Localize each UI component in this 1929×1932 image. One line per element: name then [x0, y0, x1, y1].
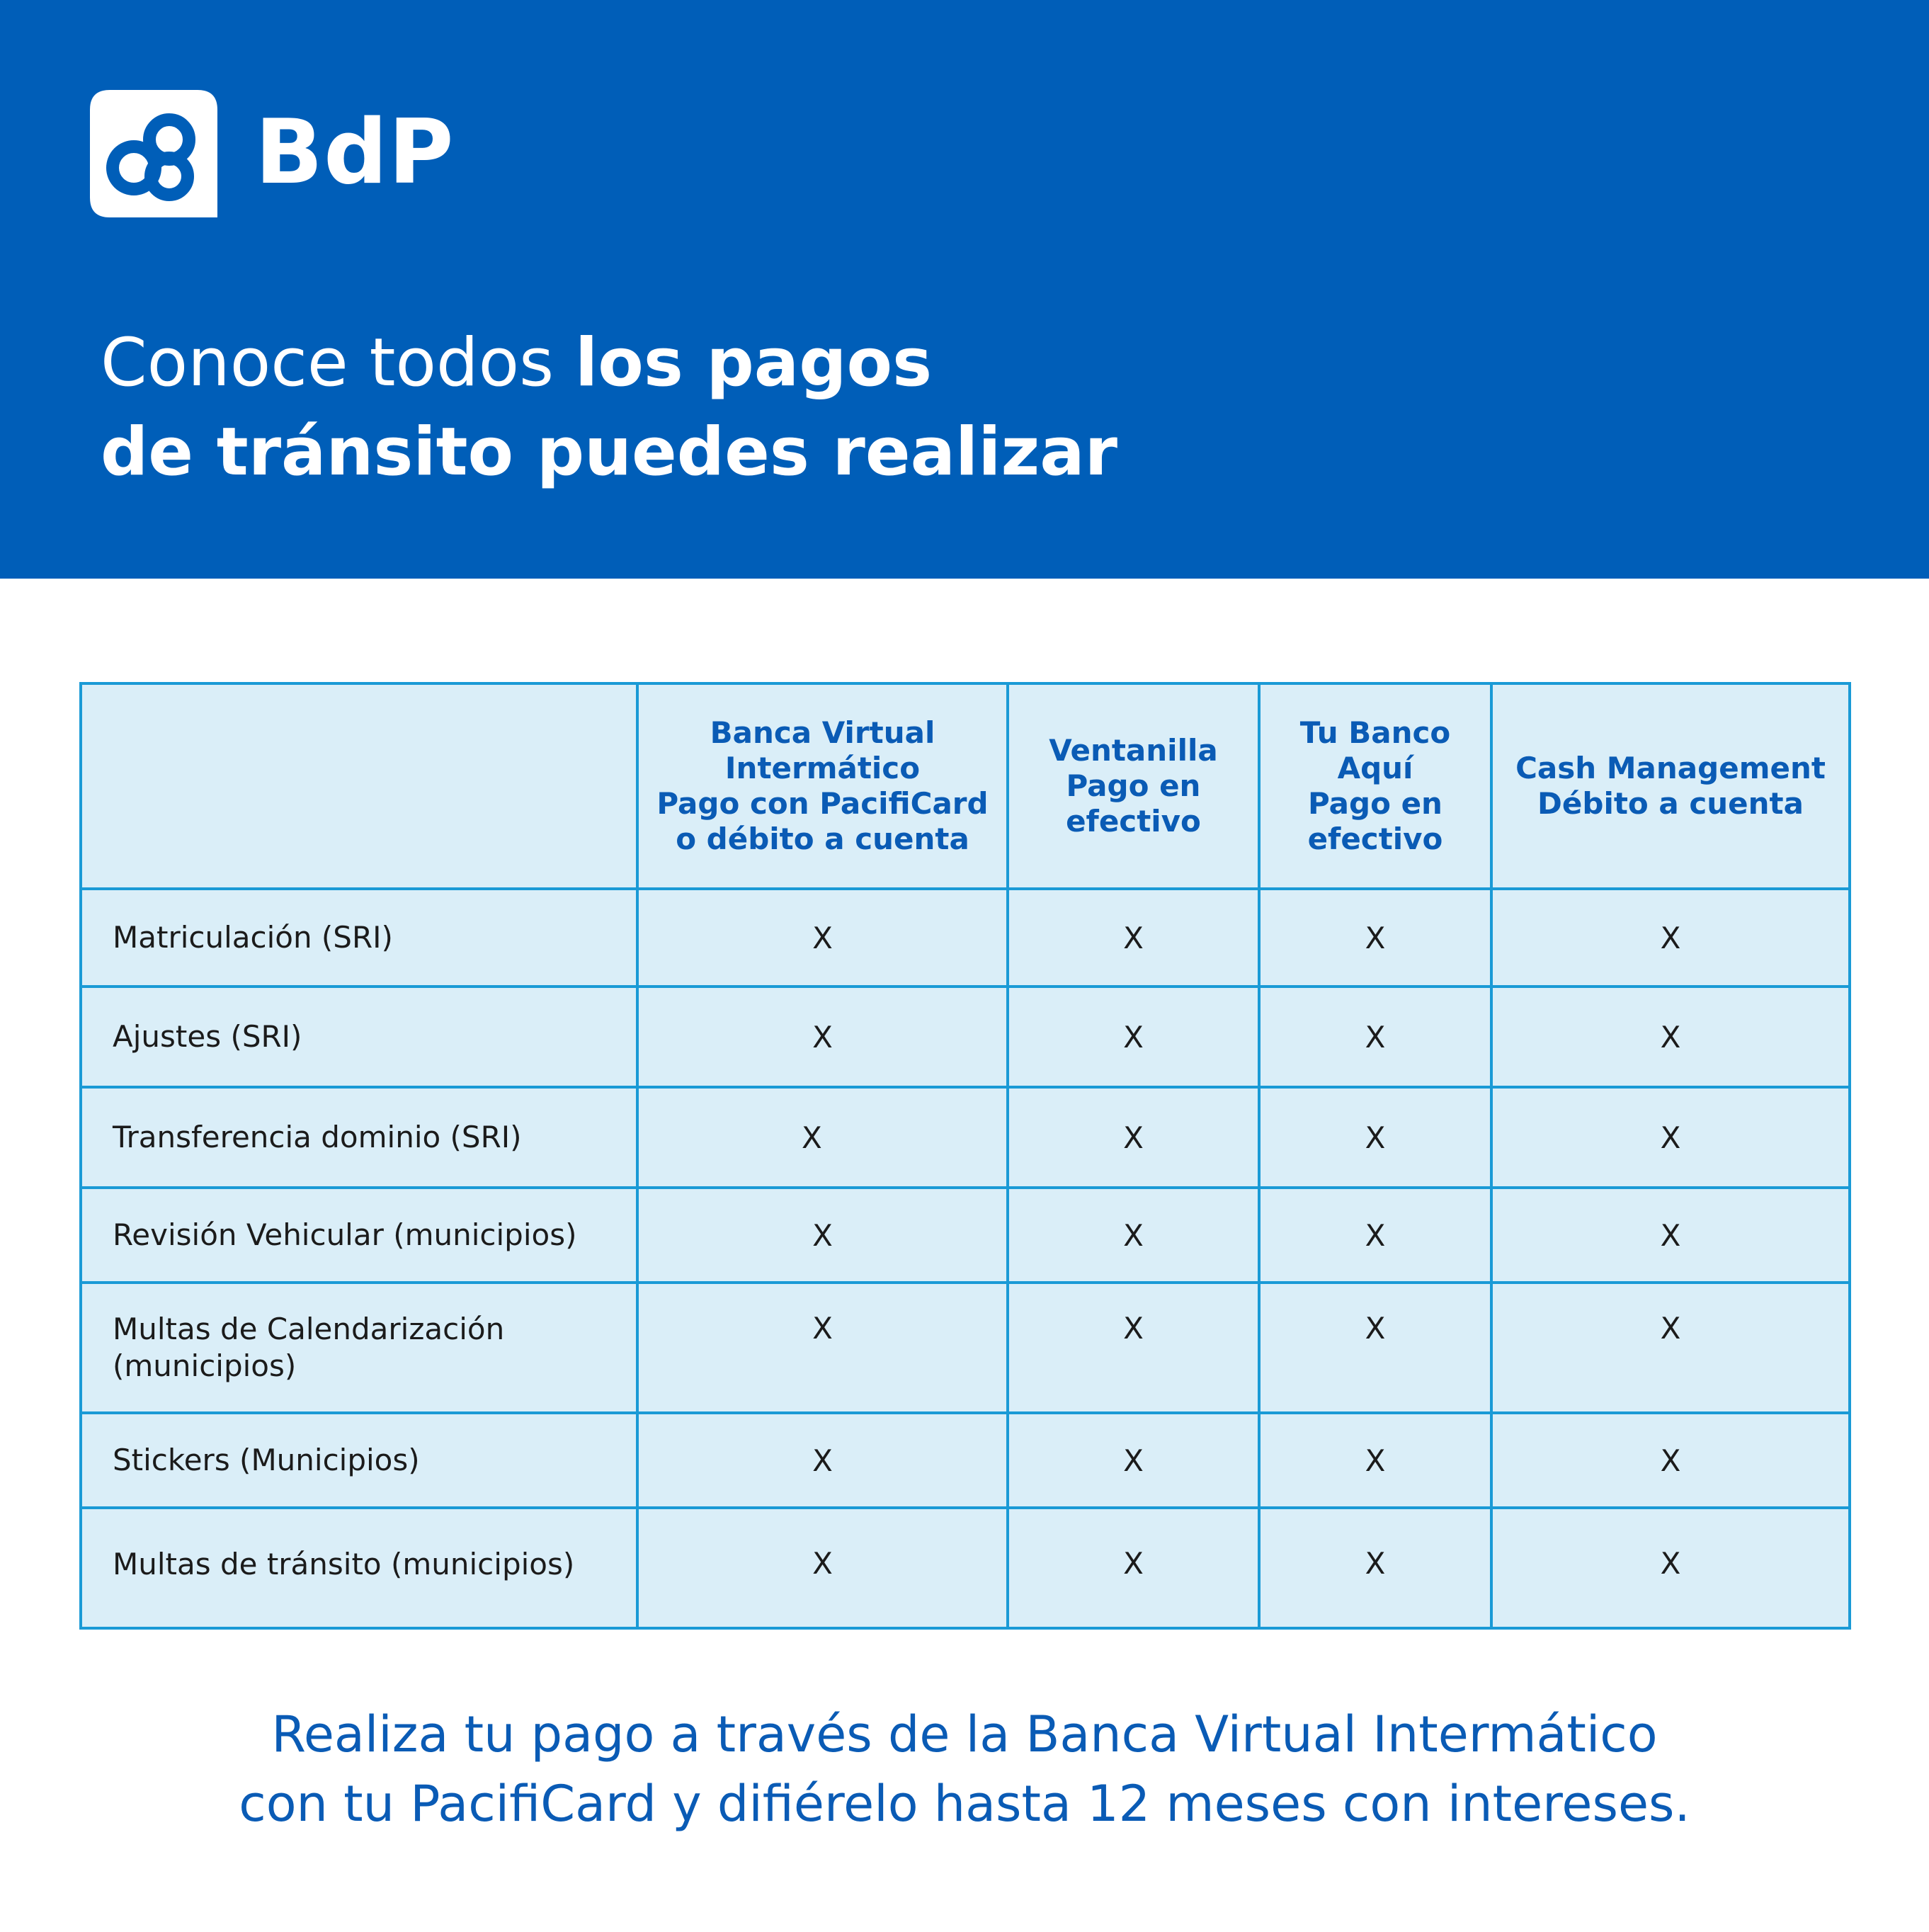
row-label: Stickers (Municipios): [81, 1413, 637, 1508]
mark-cell: X: [1008, 1508, 1259, 1628]
mark-cell: X: [1008, 1188, 1259, 1283]
table-header-row: [81, 683, 1850, 889]
mark-cell: X: [1491, 1087, 1850, 1188]
mark-cell: X: [1491, 987, 1850, 1087]
header-line: Aquí: [1337, 751, 1413, 785]
header-ventanilla: [1008, 683, 1259, 889]
footer-message: [0, 1700, 1929, 1839]
row-label: Revisión Vehicular (municipios): [81, 1188, 637, 1283]
mark-cell: X: [637, 1413, 1008, 1508]
mark-cell: X: [1491, 1508, 1850, 1628]
row-label: Ajustes (SRI): [81, 987, 637, 1087]
table-row: [81, 889, 1850, 987]
row-label: Multas de tránsito (municipios): [81, 1508, 637, 1628]
mark-cell: X: [1008, 1087, 1259, 1188]
header-line: Cash Management: [1515, 751, 1826, 785]
mark-cell: X: [1491, 1283, 1850, 1413]
mark-cell: X: [637, 987, 1008, 1087]
header-line: Pago en: [1066, 768, 1201, 803]
header-line: Banca Virtual: [710, 715, 935, 750]
brand-name: BdP: [255, 100, 455, 204]
table-row: [81, 1508, 1850, 1628]
mark-cell: X: [637, 1188, 1008, 1283]
header-cash-management: [1491, 683, 1850, 889]
mark-cell: X: [1491, 1188, 1850, 1283]
headline: [101, 319, 1117, 497]
mark-cell: X: [1259, 1188, 1491, 1283]
header-line: o débito a cuenta: [676, 822, 969, 856]
header-line: efectivo: [1066, 804, 1201, 839]
mark-cell: X: [1259, 1283, 1491, 1413]
headline-bold-1: los pagos: [575, 324, 933, 402]
mark-cell: X: [1259, 1508, 1491, 1628]
mark-cell: X: [637, 1087, 1008, 1188]
bdp-logo-icon: [90, 90, 217, 217]
header-tu-banco-aqui: [1259, 683, 1491, 889]
headline-light: Conoce todos: [101, 324, 576, 402]
table-row: [81, 1283, 1850, 1413]
header-line: Intermático: [724, 751, 921, 785]
mark-cell: X: [1008, 1413, 1259, 1508]
footer-line-1: Realiza tu pago a través de la Banca Virtual Intermático: [271, 1705, 1658, 1763]
payments-table: [79, 682, 1851, 1630]
header-line: Débito a cuenta: [1537, 786, 1804, 821]
headline-line-1: [101, 319, 1117, 408]
mark-cell: X: [1259, 1087, 1491, 1188]
table-row: [81, 1087, 1850, 1188]
footer-line-2: con tu PacifiCard y difiérelo hasta 12 meses con intereses.: [239, 1775, 1690, 1833]
mark-cell: X: [1008, 1283, 1259, 1413]
row-label: Matriculación (SRI): [81, 889, 637, 987]
mark-cell: X: [637, 1508, 1008, 1628]
header-banca-virtual: [637, 683, 1008, 889]
header-line: Pago con PacifiCard: [656, 786, 989, 821]
mark-cell: X: [1491, 1413, 1850, 1508]
header-line: Ventanilla: [1049, 733, 1218, 768]
mark-cell: X: [1259, 889, 1491, 987]
mark-cell: X: [1259, 1413, 1491, 1508]
row-label: Multas de Calendarización (municipios): [81, 1283, 637, 1413]
header-line: efectivo: [1307, 822, 1443, 856]
mark-cell: X: [1491, 889, 1850, 987]
mark-cell: X: [1008, 987, 1259, 1087]
header-line: Tu Banco: [1299, 715, 1451, 750]
mark-cell: X: [1259, 987, 1491, 1087]
header-line: Pago en: [1308, 786, 1443, 821]
headline-line-2: de tránsito puedes realizar: [101, 414, 1117, 491]
table-row: [81, 1413, 1850, 1508]
mark-cell: X: [637, 889, 1008, 987]
header-banner: [0, 0, 1929, 579]
table-row: [81, 987, 1850, 1087]
mark-cell: X: [637, 1283, 1008, 1413]
row-label: Transferencia dominio (SRI): [81, 1087, 637, 1188]
header-cell-empty: [81, 683, 637, 889]
table-row: [81, 1188, 1850, 1283]
mark-cell: X: [1008, 889, 1259, 987]
